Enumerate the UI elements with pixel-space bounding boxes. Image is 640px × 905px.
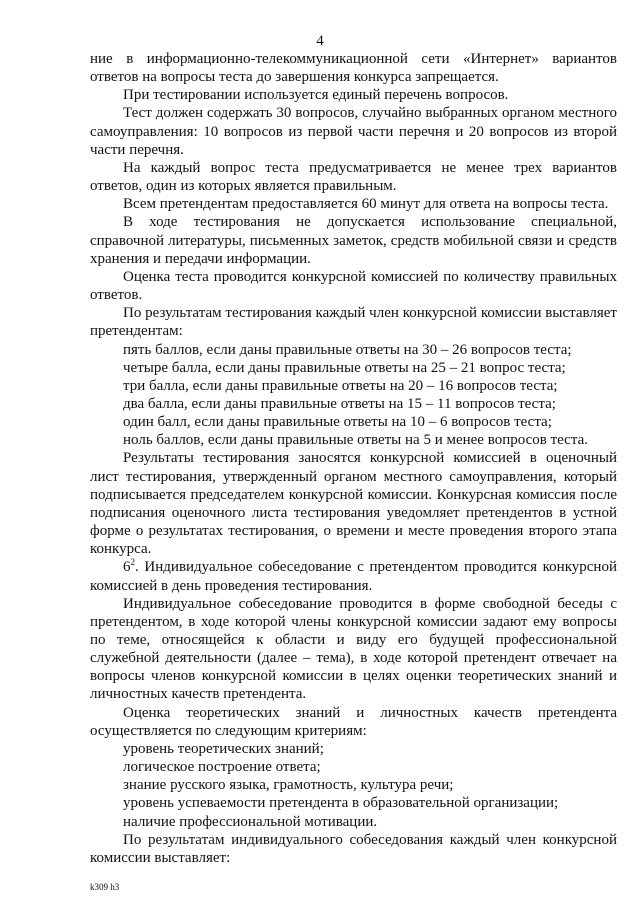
- paragraph-single-question-list: При тестировании используется единый перечень вопросов.: [123, 87, 509, 104]
- criteria-item: уровень успеваемости претендента в образовательной организации;: [123, 795, 559, 812]
- section-number: 6: [123, 559, 131, 576]
- score-item: четыре балла, если даны правильные ответы на 25 – 21 вопрос теста;: [123, 359, 566, 376]
- score-item: два балла, если даны правильные ответы на 15 – 11 вопросов теста;: [123, 395, 556, 412]
- criteria-item: уровень теоретических знаний;: [123, 740, 324, 757]
- document-body: [90, 50, 617, 867]
- paragraph-continuation: ние в информационно-телекоммуникационной сети «Интернет» вариантов ответов на вопросы теста до завершения конкурса запрещается.: [90, 51, 617, 86]
- paragraph-time-limit: Всем претендентам предоставляется 60 минут для ответа на вопросы теста.: [123, 196, 609, 213]
- paragraph-test-composition: Тест должен содержать 30 вопросов, случайно выбранных органом местного самоуправления: 10 вопросов из первой части перечня и 20 вопросов из второй части перечня.: [90, 105, 617, 158]
- paragraph-scoring-intro: По результатам тестирования каждый член конкурсной комиссии выставляет претендентам:: [90, 305, 617, 340]
- score-item: один балл, если даны правильные ответы на 10 – 6 вопросов теста;: [123, 414, 552, 431]
- paragraph-answer-options: На каждый вопрос теста предусматривается не менее трех вариантов ответов, один из которых является правильным.: [90, 159, 617, 195]
- criteria-item: наличие профессиональной мотивации.: [123, 813, 378, 830]
- score-list: [90, 341, 617, 450]
- score-item: три балла, если даны правильные ответы на 20 – 16 вопросов теста;: [123, 377, 558, 394]
- section-superscript: 2: [130, 557, 135, 568]
- paragraph-test-evaluation: Оценка теста проводится конкурсной комиссией по количеству правильных ответов.: [90, 268, 617, 304]
- criteria-list: [90, 740, 617, 831]
- section-6-2: [90, 558, 617, 594]
- paragraph-test-results: Результаты тестирования заносятся конкурсной комиссией в оценочный лист тестирования, утвержденный органом местного самоуправления, который подписывается председателем конкурсной комиссии. Конкурсная комиссия после подписания оценочного листа тестирования уведомляет претендентов в устной форме о результатах тестирования, о времени и месте проведения второго этапа конкурса.: [90, 450, 617, 558]
- footer-code: k309 h3: [90, 882, 120, 892]
- paragraph-prohibited-materials: В ходе тестирования не допускается использование специальной, справочной литературы, письменных заметок, средств мобильной связи и средств хранения и передачи информации.: [90, 214, 617, 267]
- paragraph-interview-scoring-intro: По результатам индивидуального собеседования каждый член конкурсной комиссии выставляет:: [90, 831, 617, 866]
- page-number: 4: [316, 33, 324, 49]
- score-item: пять баллов, если даны правильные ответы на 30 – 26 вопросов теста;: [123, 341, 572, 358]
- paragraph-interview-criteria-intro: Оценка теоретических знаний и личностных качеств претендента осуществляется по следующим критериям:: [90, 704, 617, 739]
- paragraph-interview-format: Индивидуальное собеседование проводится в форме свободной беседы с претендентом, в ходе которой члены конкурсной комиссии задают ему вопросы по теме, относящейся к области и виду его будущей профессиональной служебной деятельности (далее – тема), в ходе которой претендент отвечает на вопросы членов конкурсной комиссии в целях оценки теоретических знаний и личностных качеств претендента.: [90, 595, 617, 703]
- section-text: . Индивидуальное собеседование с претендентом проводится конкурсной комиссией в день проведения тестирования.: [90, 559, 617, 594]
- criteria-item: логическое построение ответа;: [123, 759, 321, 776]
- criteria-item: знание русского языка, грамотность, культура речи;: [123, 777, 454, 794]
- score-item: ноль баллов, если даны правильные ответы на 5 и менее вопросов теста.: [123, 432, 588, 449]
